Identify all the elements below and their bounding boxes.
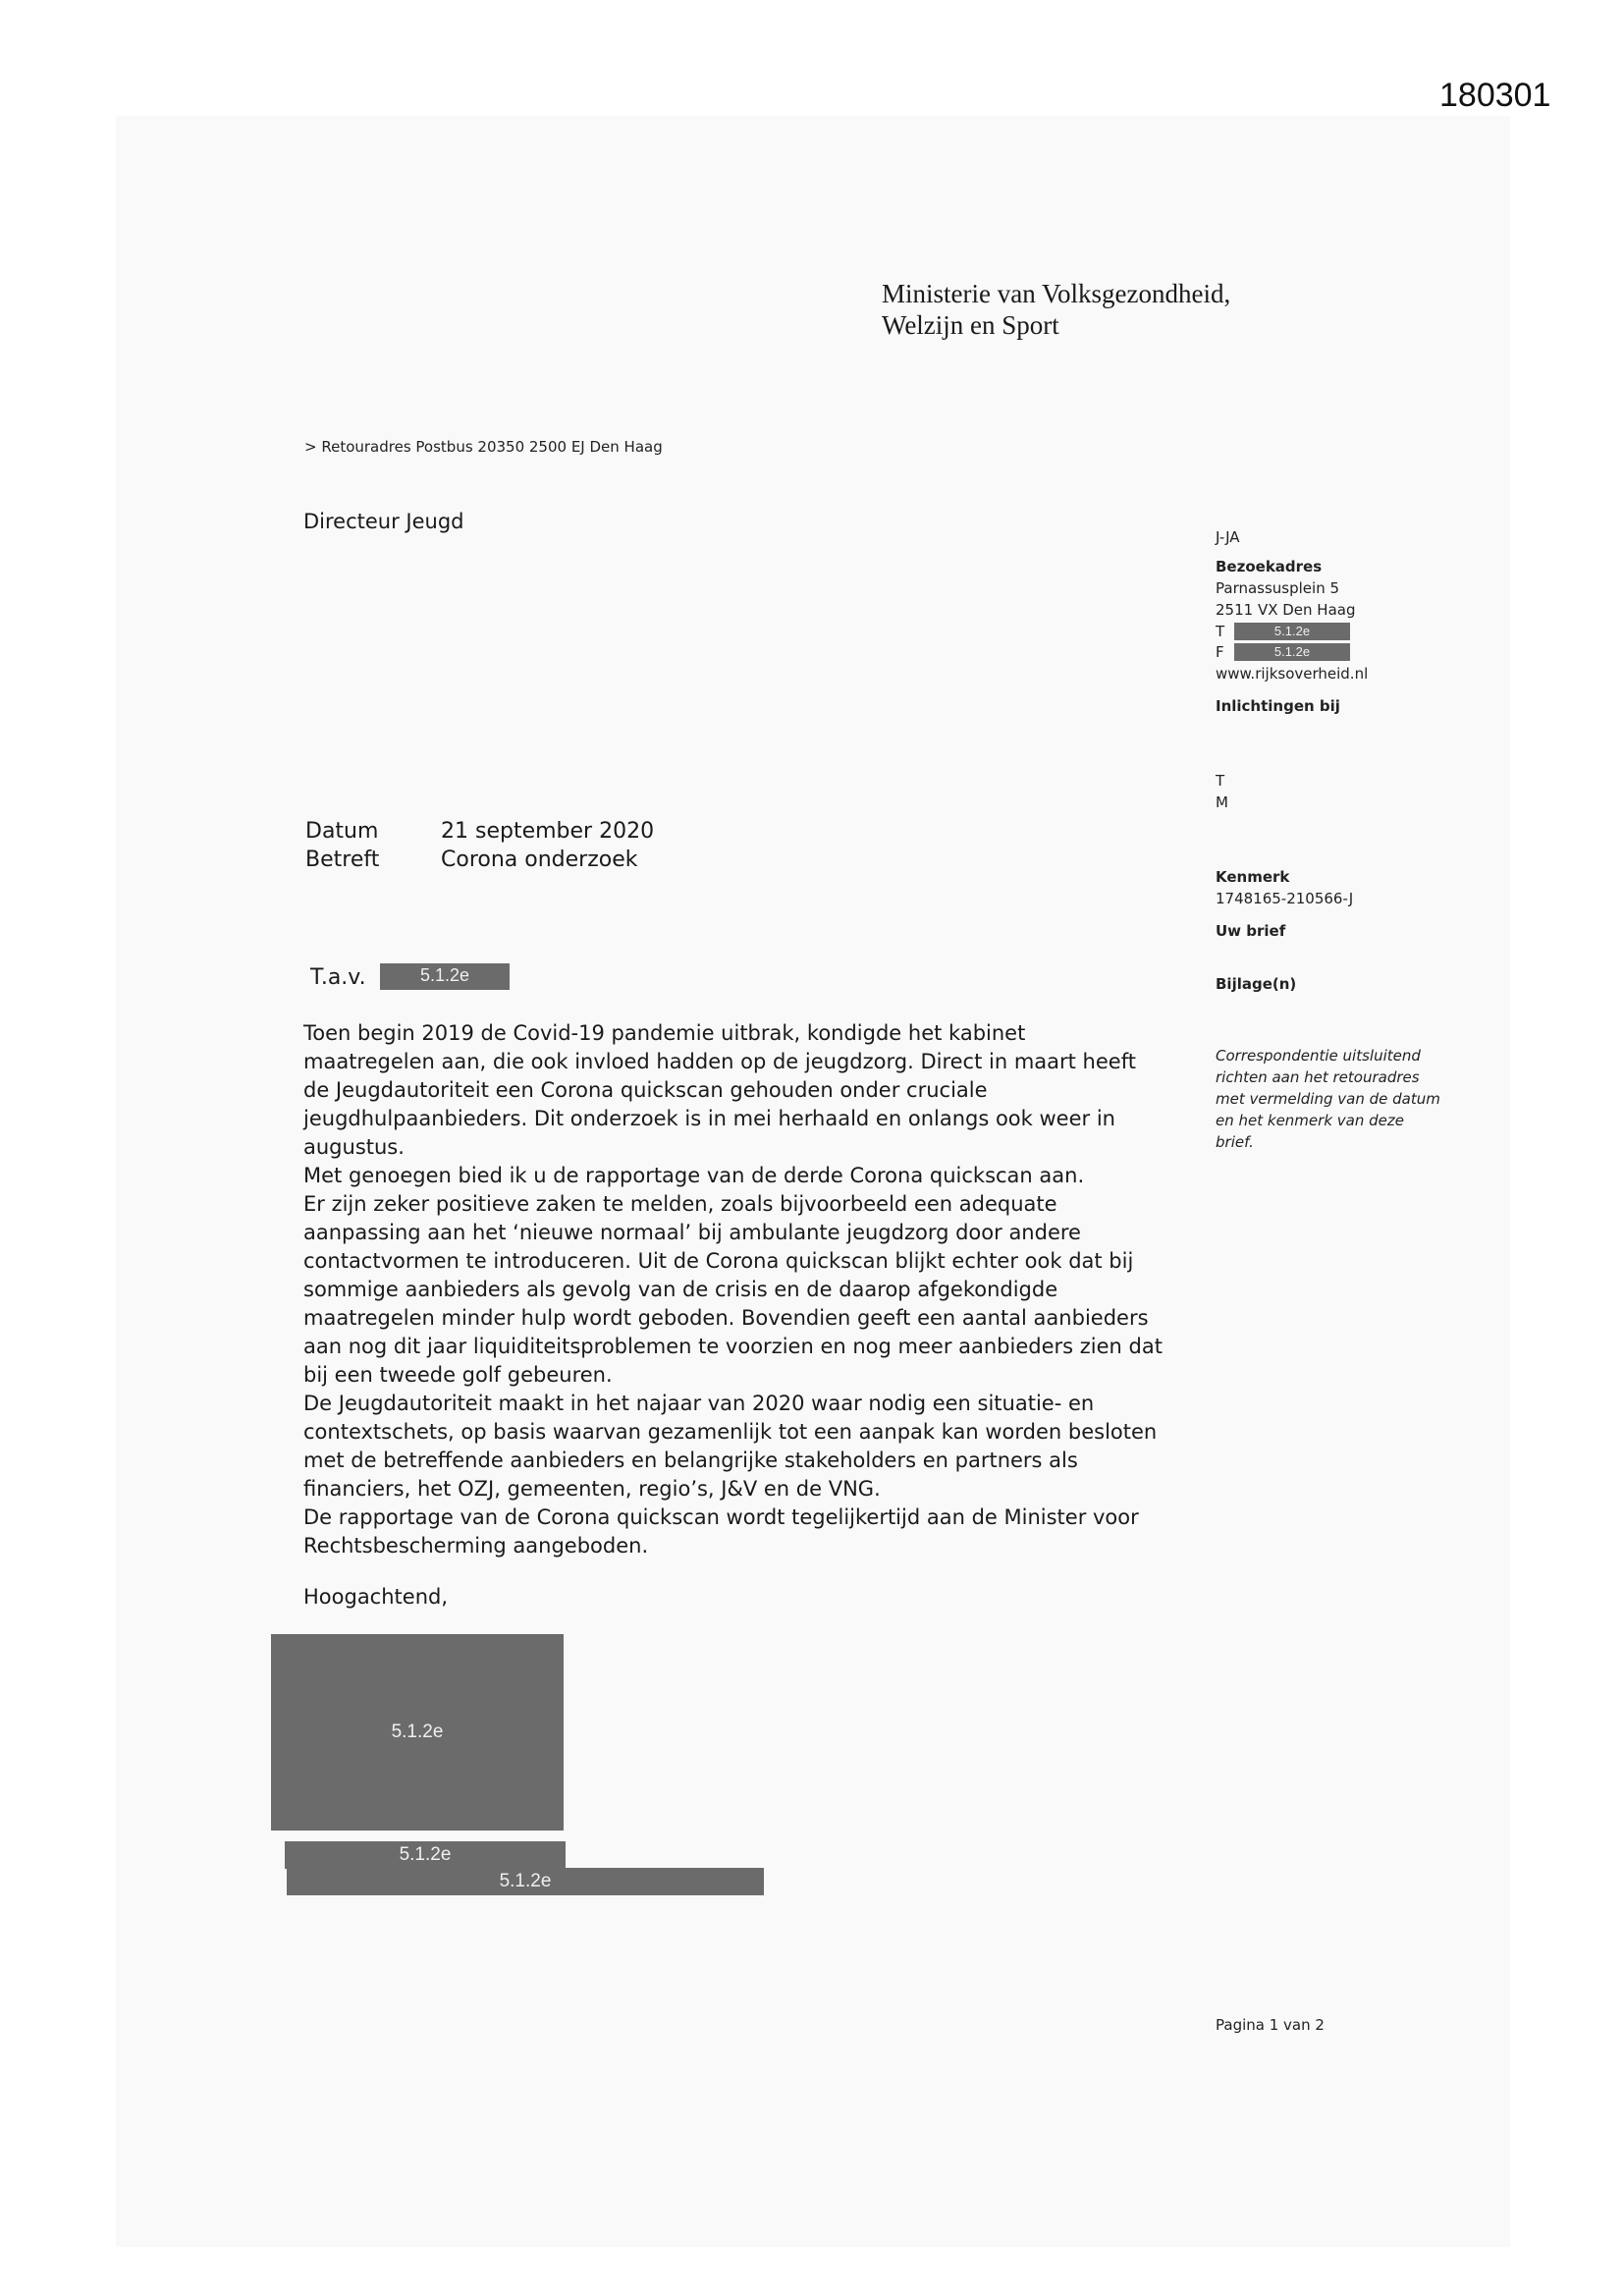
date-value: 21 september 2020 — [441, 819, 655, 844]
reference-value: 1748165-210566-J — [1216, 890, 1354, 907]
website: www.rijksoverheid.nl — [1216, 665, 1369, 683]
body-line: Er zijn zeker positieve zaken te melden, zoals bijvoorbeeld een adequate — [303, 1192, 1057, 1216]
disclaimer-line: brief. — [1216, 1133, 1254, 1151]
attention-label: T.a.v. — [310, 965, 366, 990]
subject-row — [305, 847, 796, 877]
phone-redaction: 5.1.2e — [1234, 623, 1350, 640]
disclaimer-line: met vermelding van de datum — [1216, 1090, 1440, 1108]
date-label: Datum — [305, 819, 379, 844]
body-line: Toen begin 2019 de Covid-19 pandemie uitbrak, kondigde het kabinet — [303, 1021, 1026, 1045]
body-line: aan nog dit jaar liquiditeitsproblemen te voorzien en nog meer aanbieders zien dat — [303, 1335, 1163, 1358]
page-number: Pagina 1 van 2 — [1216, 2016, 1325, 2034]
body-line: De rapportage van de Corona quickscan wordt tegelijkertijd aan de Minister voor — [303, 1505, 1139, 1529]
fax-redaction: 5.1.2e — [1234, 643, 1350, 661]
signer-name-redaction: 5.1.2e — [285, 1841, 566, 1869]
body-line: maatregelen aan, die ook invloed hadden op de jeugdzorg. Direct in maart heeft — [303, 1050, 1136, 1073]
body-line: maatregelen minder hulp wordt geboden. Bovendien geeft een aantal aanbieders — [303, 1306, 1149, 1330]
disclaimer-line: en het kenmerk van deze — [1216, 1112, 1404, 1129]
body-line: jeugdhulpaanbieders. Dit onderzoek is in mei herhaald en onlangs ook weer in — [303, 1107, 1115, 1130]
body-line: Met genoegen bied ik u de rapportage van de derde Corona quickscan aan. — [303, 1164, 1085, 1187]
closing-greeting: Hoogachtend, — [303, 1585, 449, 1609]
body-line: Rechtsbescherming aangeboden. — [303, 1534, 649, 1558]
body-line: De Jeugdautoriteit maakt in het najaar van 2020 waar nodig een situatie- en — [303, 1392, 1095, 1415]
date-row — [305, 819, 796, 848]
visit-address-city: 2511 VX Den Haag — [1216, 601, 1356, 619]
attention-redaction: 5.1.2e — [380, 963, 510, 990]
ministry-name-line2: Welzijn en Sport — [882, 310, 1059, 340]
letter-body — [303, 1019, 1207, 1560]
fax-label: F — [1216, 643, 1224, 661]
reference-heading: Kenmerk — [1216, 868, 1290, 886]
return-address: > Retouradres Postbus 20350 2500 EJ Den Haag — [304, 438, 663, 456]
subject-label: Betreft — [305, 847, 380, 872]
correspondence-disclaimer — [1216, 1045, 1440, 1153]
addressee: Directeur Jeugd — [303, 510, 464, 533]
body-line: bij een tweede golf gebeuren. — [303, 1363, 613, 1387]
attachments-heading: Bijlage(n) — [1216, 975, 1297, 993]
ministry-name-line1: Ministerie van Volksgezondheid, — [882, 279, 1231, 308]
ministry-letterhead — [882, 278, 1230, 341]
visit-address-street: Parnassusplein 5 — [1216, 579, 1340, 597]
visit-address-heading: Bezoekadres — [1216, 558, 1323, 575]
disclaimer-line: richten aan het retouradres — [1216, 1068, 1420, 1086]
body-line: aanpassing aan het ‘nieuwe normaal’ bij ambulante jeugdzorg door andere — [303, 1221, 1081, 1244]
body-line: financiers, het OZJ, gemeenten, regio’s, J&V en de VNG. — [303, 1477, 881, 1501]
disclaimer-line: Correspondentie uitsluitend — [1216, 1047, 1421, 1065]
department-code: J-JA — [1216, 528, 1240, 546]
your-letter-heading: Uw brief — [1216, 922, 1286, 940]
info-heading: Inlichtingen bij — [1216, 697, 1340, 715]
contact-mobile-label: M — [1216, 793, 1228, 811]
body-line: augustus. — [303, 1135, 405, 1159]
body-line: met de betreffende aanbieders en belangrijke stakeholders en partners als — [303, 1449, 1078, 1472]
signature-redaction: 5.1.2e — [271, 1634, 564, 1831]
body-line: sommige aanbieders als gevolg van de crisis en de daarop afgekondigde — [303, 1278, 1058, 1301]
subject-value: Corona onderzoek — [441, 847, 638, 872]
body-line: contactvormen te introduceren. Uit de Corona quickscan blijkt echter ook dat bij — [303, 1249, 1134, 1273]
document-number: 180301 — [1439, 77, 1551, 114]
contact-phone-label: T — [1216, 772, 1225, 790]
body-line: contextschets, op basis waarvan gezamenlijk tot een aanpak kan worden besloten — [303, 1420, 1158, 1444]
body-line: de Jeugdautoriteit een Corona quickscan gehouden onder cruciale — [303, 1078, 988, 1102]
signer-title-redaction: 5.1.2e — [287, 1868, 764, 1895]
phone-label: T — [1216, 623, 1225, 640]
